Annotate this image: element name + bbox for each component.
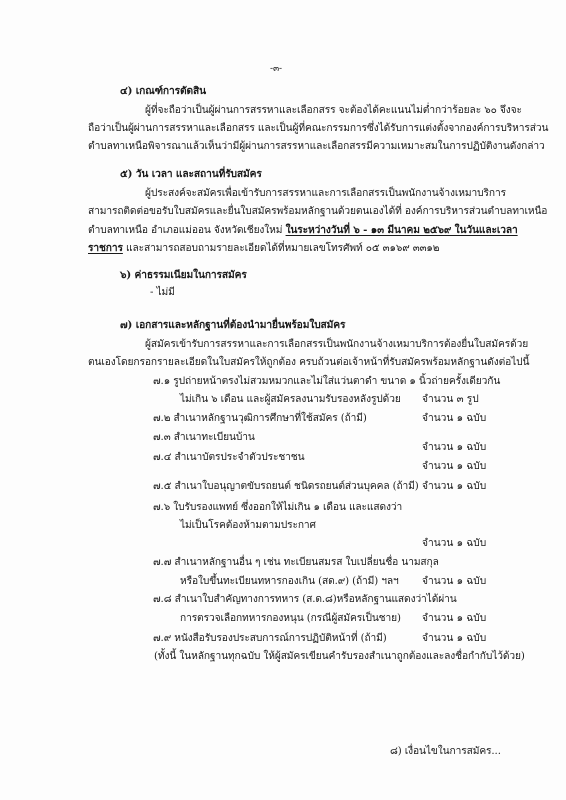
section-5-line: สามารถติดต่อขอรับใบสมัครและยื่นใบสมัครพร้อมหลักฐานด้วยตนเองได้ที่ องค์การบริหารส่วนตำบลทาเหนือ <box>88 206 548 217</box>
section-7-line: ผู้สมัครเข้ารับการสรรหาและการเลือกสรรเป็นพนักงานจ้างเหมาบริการต้องยื่นใบสมัครด้วย <box>145 339 529 350</box>
document-item: ๗.๘ สำเนาใบสำคัญทางการทหาร (ส.ด.๘)หรือหลักฐานแสดงว่าได้ผ่าน <box>153 594 457 605</box>
document-item-cont: ไม่เป็นโรคต้องห้ามตามประกาศ <box>180 520 316 531</box>
document-item: ๗.๒ สำเนาหลักฐานวุฒิการศึกษาที่ใช้สมัคร (ถ้ามี) <box>153 413 367 424</box>
document-item: ๗.๕ สำเนาใบอนุญาตขับรถยนต์ ชนิดรถยนต์ส่วนบุคคล (ถ้ามี) <box>153 481 419 492</box>
section-5-heading: ๕) วัน เวลา และสถานที่รับสมัคร <box>120 168 262 180</box>
section-5-line <box>88 241 439 256</box>
section-6-heading: ๖) ค่าธรรมเนียมในการสมัคร <box>120 269 247 281</box>
document-item: ๗.๖ ใบรับรองแพทย์ ซึ่งออกให้ไม่เกิน ๑ เดือน และแสดงว่า <box>153 502 403 513</box>
document-item-cont: ไม่เกิน ๖ เดือน และผู้สมัครลงนามรับรองหลังรูปด้วย <box>180 394 401 405</box>
document-amount: จำนวน ๑ ฉบับ <box>422 576 487 587</box>
document-item: ๗.๙ หนังสือรับรองประสบการณ์การปฏิบัติหน้าที่ (ถ้ามี) <box>153 633 387 644</box>
document-amount: จำนวน ๑ ฉบับ <box>422 442 487 453</box>
document-amount: จำนวน ๑ ฉบับ <box>422 613 487 624</box>
document-amount: จำนวน ๓ รูป <box>422 394 479 405</box>
document-item-cont: การตรวจเลือกทหารกองหนุน (กรณีผู้สมัครเป็นชาย) <box>180 613 401 624</box>
document-amount: จำนวน ๑ ฉบับ <box>422 633 487 644</box>
section-6-value: - ไม่มี <box>150 287 175 298</box>
application-period: ในระหว่างวันที่ ๖ - ๑๓ มีนาคม ๒๕๖๙ ในวันและเวลา <box>285 224 518 236</box>
section-4-line: ตำบลทาเหนือพิจารณาแล้วเห็นว่ามีผู้ผ่านการสรรหาและเลือกสรรมีความเหมาะสมในการปฏิบัติงานดังกล่าว <box>88 141 545 152</box>
section-4-line: ผู้ที่จะถือว่าเป็นผู้ผ่านการสรรหาและเลือกสรร จะต้องได้คะแนนไม่ต่ำกว่าร้อยละ ๖๐ จึงจะ <box>145 105 522 116</box>
section-5-line <box>88 223 518 238</box>
document-item: ๗.๗ สำเนาหลักฐานอื่น ๆ เช่น ทะเบียนสมรส ใบเปลี่ยนชื่อ นามสกุล <box>153 557 439 568</box>
office-hours: ราชการ <box>88 242 123 254</box>
section-7-heading: ๗) เอกสารและหลักฐานที่ต้องนำมายื่นพร้อมใบสมัคร <box>120 319 346 331</box>
document-amount: จำนวน ๑ ฉบับ <box>422 413 487 424</box>
document-amount: จำนวน ๑ ฉบับ <box>422 538 487 549</box>
section-7-line: ตนเองโดยกรอกรายละเอียดในใบสมัครให้ถูกต้อง ครบถ้วนต่อเจ้าหน้าที่รับสมัครพร้อมหลักฐานดังต่อไปนี้ <box>88 357 530 368</box>
phone-text: และสามารถสอบถามรายละเอียดได้ที่หมายเลขโทรศัพท์ ๐๕ ๓๑๖๙ ๓๓๑๒ <box>122 243 440 254</box>
document-item: ๗.๔ สำเนาบัตรประจำตัวประชาชน <box>153 452 305 463</box>
document-amount: จำนวน ๑ ฉบับ <box>422 481 487 492</box>
section-7-note: (ทั้งนี้ ในหลักฐานทุกฉบับ ให้ผู้สมัครเขียนคำรับรองสำเนาถูกต้องและลงชื่อกำกับไว้ด้วย) <box>154 651 525 662</box>
document-item: ๗.๑ รูปถ่ายหน้าตรงไม่สวมหมวกและไม่ใส่แว่นตาดำ ขนาด ๑ นิ้วถ่ายครั้งเดียวกัน <box>153 376 501 387</box>
address-text: ตำบลทาเหนือ อำเภอแม่ออน จังหวัดเชียงใหม่ <box>88 225 286 236</box>
continuation-text: ๘) เงื่อนไขในการสมัคร... <box>390 746 501 757</box>
document-item: ๗.๓ สำเนาทะเบียนบ้าน <box>153 432 255 443</box>
page-number: -๓- <box>270 64 282 74</box>
section-5-line: ผู้ประสงค์จะสมัครเพื่อเข้ารับการสรรหาและการเลือกสรรเป็นพนักงานจ้างเหมาบริการ <box>145 188 506 199</box>
document-amount: จำนวน ๑ ฉบับ <box>422 461 487 472</box>
section-4-line: ถือว่าเป็นผู้ผ่านการสรรหาและเลือกสรร และเป็นผู้ที่คณะกรรมการซึ่งได้รับการแต่งตั้งจากองค์การบริหารส่วน <box>88 123 549 134</box>
document-item-cont: หรือใบขึ้นทะเบียนทหารกองเกิน (สด.๙) (ถ้ามี) ฯลฯ <box>180 576 399 587</box>
section-4-heading: ๔) เกณฑ์การตัดสิน <box>120 85 207 97</box>
